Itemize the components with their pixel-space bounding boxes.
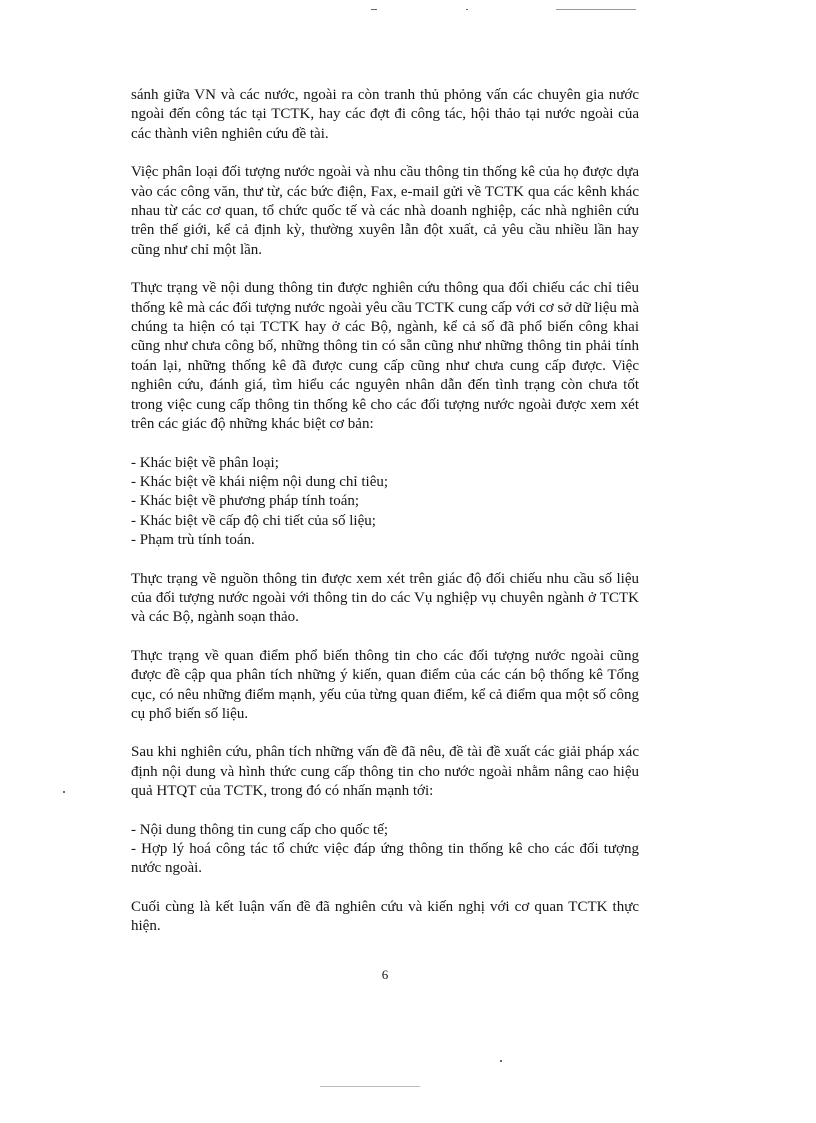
paragraph-content-status: Thực trạng về nội dung thông tin được nghiên cứu thông qua đối chiếu các chỉ tiêu thống kê mà các đối tượng nước ngoài yêu cầu TCTK cung cấp với cơ sở dữ liệu mà chúng ta hiện có tại TCTK hay ở các Bộ, ngành, kể cả số đã phổ biến công khai cũng như chưa công bố, những thông tin có sẵn cũng như những thông tin phải tính toán lại, những thống kê đã được cung cấp cũng như chưa cung cấp được. Việc nghiên cứu, đánh giá, tìm hiểu các nguyên nhân dẫn đến tình trạng còn chưa tốt trong việc cung cấp thông tin thống kê cho các đối tượng nước ngoài được xem xét trên các giác độ những khác biệt cơ bản:: [131, 280, 639, 433]
paragraph-conclusion: Cuối cùng là kết luận vấn đề đã nghiên cứu và kiến nghị với cơ quan TCTK thực hiện.: [131, 898, 639, 935]
scan-artifact: [556, 9, 636, 10]
list-item: - Khác biệt về phân loại;: [131, 454, 279, 471]
list-item: - Nội dung thông tin cung cấp cho quốc tế;: [131, 821, 389, 838]
document-page: [131, 86, 639, 956]
list-item: - Phạm trù tính toán.: [131, 532, 255, 549]
list-item: - Khác biệt về phương pháp tính toán;: [131, 493, 360, 510]
scan-artifact: [500, 1060, 502, 1062]
scan-artifact: [320, 1086, 420, 1087]
list-item: - Hợp lý hoá công tác tổ chức việc đáp ứng thông tin thống kê cho các đối tượng nước ngoài.: [131, 841, 639, 877]
paragraph-classification: Việc phân loại đối tượng nước ngoài và nhu cầu thông tin thống kê của họ được dựa vào các công văn, thư từ, các bức điện, Fax, e-mail gửi về TCTK qua các kênh khác nhau từ các cơ quan, tổ chức quốc tế và các nhà doanh nghiệp, các nhà nghiên cứu trên thế giới, kể cả định kỳ, thường xuyên lẫn đột xuất, cả yêu cầu nhiều lần hay cũng như chỉ một lần.: [131, 164, 639, 258]
paragraph-solutions: Sau khi nghiên cứu, phân tích những vấn đề đã nêu, đề tài đề xuất các giải pháp xác định nội dung và hình thức cung cấp thông tin cho nước ngoài nhằm nâng cao hiệu quả HTQT của TCTK, trong đó có nhấn mạnh tới:: [131, 744, 639, 800]
paragraph-source-status: Thực trạng về nguồn thông tin được xem xét trên giác độ đối chiếu nhu cầu số liệu của đối tượng nước ngoài với thông tin do các Vụ nghiệp vụ chuyên ngành ở TCTK và các Bộ, ngành soạn thảo.: [131, 570, 639, 626]
page-number: 6: [381, 967, 389, 982]
paragraph-viewpoint-status: Thực trạng về quan điểm phổ biến thông tin cho các đối tượng nước ngoài cũng được đề cập qua phân tích những ý kiến, quan điểm của các cán bộ thống kê Tổng cục, có nêu những điểm mạnh, yếu của từng quan điểm, kể cả điểm qua một số công cụ phổ biến số liệu.: [131, 647, 639, 722]
differences-list: [131, 454, 639, 551]
paragraph-intro-continuation: sánh giữa VN và các nước, ngoài ra còn tranh thủ phỏng vấn các chuyên gia nước ngoài đến công tác tại TCTK, hay các đợt đi công tác, hội thảo tại nước ngoài của các thành viên nghiên cứu đề tài.: [131, 87, 639, 142]
list-item: - Khác biệt về cấp độ chi tiết của số liệu;: [131, 512, 376, 529]
solutions-list: [131, 821, 639, 879]
scan-artifact: [371, 9, 377, 10]
scan-artifact: [466, 9, 468, 10]
list-item: - Khác biệt về khái niệm nội dung chỉ tiêu;: [131, 473, 389, 490]
scan-artifact: [63, 791, 65, 793]
